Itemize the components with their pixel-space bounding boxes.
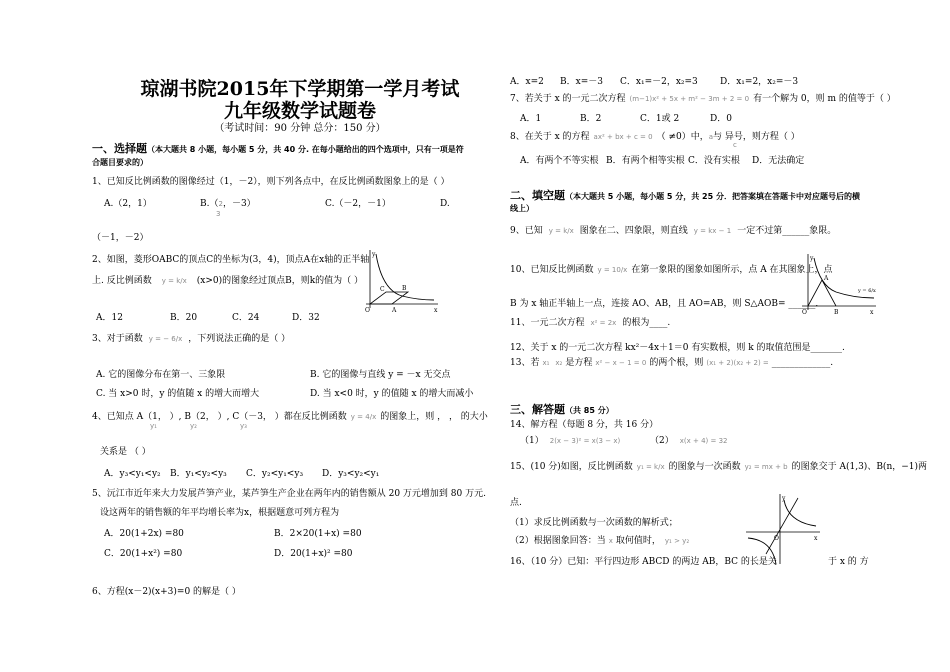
q7-option-a: A．1: [520, 114, 542, 124]
q5-text: 5、沅江市近年来大力发展芦笋产业，某芦笋生产企业在两年内的销售额从 20 万元增加到 80 万元.: [92, 489, 486, 499]
label-O: O: [774, 535, 779, 542]
q9-text: 9、已知 y = k/x 图象在二、四象限，则直线 y = kx − 1 一定不过第______象限。: [510, 226, 837, 236]
q9-equation-2: y = kx − 1: [693, 227, 732, 235]
q8-a-symbol: a: [708, 133, 714, 141]
q1-frac-den: 3: [216, 210, 221, 218]
q8-option-d: D．无法确定: [752, 156, 805, 166]
q2-option-b: B．20: [170, 313, 198, 323]
label-x: x: [870, 309, 874, 316]
q14-part-1: （1） 2(x − 3)² = x(3 − x): [520, 436, 621, 446]
q12-text: 12、关于 x 的一元二次方程 kx²－4x＋1＝0 有实数根，则 k 的取值范围是_______.: [510, 343, 845, 353]
q5-option-a: A．20(1+2x) =80: [104, 529, 184, 539]
label-y: y: [810, 255, 814, 262]
label-O: O: [365, 307, 370, 314]
q4-y1: y₁: [150, 422, 157, 430]
q7-option-d: D．0: [710, 114, 732, 124]
q2-option-d: D．32: [292, 313, 320, 323]
exam-info: （考试时间：90 分钟 总分：150 分）: [214, 123, 386, 134]
q16-text-tail: 于 x 的 方: [828, 557, 869, 567]
section-1-note: （本大题共 8 小题，每小题 5 分，共 40 分. 在每小题给出的四个选项中，只有一项是符: [147, 145, 464, 154]
q10-figure-hyperbola: [796, 252, 880, 316]
q15-inequality: y₁ > y₂: [664, 537, 690, 545]
q8-option-c: C．没有实根: [688, 156, 740, 166]
q13-text: 13、若 x₁ x₂ 是方程 x² − x − 1 = 0 的两个根，则 (x₁ + 2)(x₂ + 2) = _____________.: [510, 358, 834, 368]
q4-option-d: D．y₃<y₂<y₁: [322, 469, 380, 479]
q6-text: 6、方程(x－2)(x+3)=0 的解是（ ）: [92, 587, 241, 597]
q2-figure-rhombus: [362, 246, 440, 314]
q11-equation: x² = 2x: [590, 319, 617, 327]
section-2-note: （本大题共 5 小题，每小题 5 分，共 25 分．把答案填在答题卡中对应题号后的横: [565, 192, 860, 201]
exam-subtitle: 九年级数学试题卷: [223, 100, 376, 122]
q14-text: 14、解方程（每题 8 分，共 16 分）: [510, 420, 659, 430]
q8-c-symbol: c: [733, 141, 737, 149]
q5-option-b: B．2×20(1+x) =80: [274, 529, 362, 539]
q5-option-c: C．20(1+x²) =80: [104, 549, 183, 559]
q7-option-b: B．2: [580, 114, 602, 124]
q15-text: 15、(10 分)如图，反比例函数 y₁ = k/x 的图象与一次函数 y₂ = mx + b 的图象交于 A(1,3)、B(n，−1)两: [510, 462, 928, 472]
q15-text-2: 点.: [510, 498, 522, 508]
section-3-note: （共 85 分）: [565, 406, 614, 415]
q11-text: 11、一元二次方程 x² = 2x 的根为____.: [510, 318, 671, 328]
q8-equation: ax² + bx + c = 0: [593, 133, 653, 141]
label-A: A: [824, 275, 829, 282]
q8-option-b: B．有两个相等实根: [606, 156, 685, 166]
q15-equation: y₁ = k/x: [636, 463, 665, 471]
q6-option-d: D．x₁=2，x₂=－3: [720, 77, 799, 87]
q7-text: 7、若关于 x 的一元二次方程 (m−1)x² + 5x + m² − 3m + 2 = 0 有一个解为 0，则 m 的值等于（ ）: [510, 94, 896, 104]
q15-sub-2: （2）根据图象回答：当 x 取何值时， y₁ > y₂: [510, 536, 690, 546]
rhombus-shape: [370, 292, 408, 304]
label-y: y: [372, 251, 376, 258]
q10-text: 10、已知反比例函数 y = 10/x 在第一象限的图象如图所示，点 A 在其图象上，点: [510, 265, 833, 275]
q4-option-c: C．y₂<y₁<y₃: [246, 469, 304, 479]
q10-equation: y = 10/x: [597, 266, 628, 274]
section-2-heading: [510, 184, 860, 203]
q1-option-d: D.: [440, 199, 450, 209]
q3-equation: y = − 6/x: [148, 335, 183, 343]
q15-var: x: [608, 537, 613, 545]
q3-option-a: A. 它的图像分布在第一、三象限: [96, 370, 226, 380]
section-3-heading: [510, 398, 614, 417]
label-C: C: [380, 286, 385, 293]
label-O: O: [802, 309, 807, 316]
q7-equation: (m−1)x² + 5x + m² − 3m + 2 = 0: [629, 95, 750, 103]
q2-text-2: 上. 反比例函数 y = k/x (x>0)的图象经过顶点B，则k的值为（ ）: [92, 276, 364, 286]
q2-option-a: A．12: [96, 313, 123, 323]
q6-option-a: A．x=2: [510, 77, 544, 87]
section-3-title: 三、解答题: [510, 403, 565, 416]
q2-equation: y = k/x: [161, 277, 187, 285]
linear-function-line: [766, 498, 798, 554]
q1-option-d-value: （－1，－2）: [92, 233, 149, 243]
label-x: x: [434, 307, 438, 314]
label-B: B: [834, 309, 839, 316]
q13-equation: x² − x − 1 = 0: [595, 359, 647, 367]
q5-option-d: D．20(1+x)² =80: [274, 549, 353, 559]
q6-option-b: B．x=－3: [560, 77, 603, 87]
exam-title: 琼湖书院2015年下学期第一学月考试: [140, 78, 460, 100]
label-x: x: [814, 535, 818, 542]
q2-text: 2、如图，菱形OABC的顶点C的坐标为(3，4)，顶点A在x轴的正半轴: [92, 255, 370, 265]
q3-text: 3、对于函数 y = − 6/x ，下列说法正确的是（ ）: [92, 334, 291, 344]
q16-text: 16、（10 分）已知：平行四边形 ABCD 的两边 AB，BC 的长是关: [510, 557, 777, 567]
q14-equation-1: 2(x − 3)² = x(3 − x): [549, 437, 621, 445]
triangle-AOB: [808, 280, 836, 306]
q5-text-2: 设这两年的销售额的年平均增长率为x，根据题意可列方程为: [100, 508, 340, 518]
q1-text: 1、已知反比例函数的图像经过（1，－2），则下列各点中，在反比例函数图象上的是（ ）: [92, 177, 450, 187]
q15-figure-intersection: [744, 492, 822, 566]
label-curve-eq: y = 6/x: [858, 288, 876, 294]
q8-option-a: A．有两个不等实根: [520, 156, 599, 166]
q1-option-c: C.（－2，－1）: [325, 199, 391, 209]
label-A: A: [392, 307, 397, 314]
section-2-note-2: 线上）: [510, 204, 534, 213]
section-2-title: 二、填空题: [510, 189, 565, 202]
q7-option-c: C．1或 2: [640, 114, 680, 124]
q3-option-b: B. 它的图像与直线 y = －x 无交点: [310, 370, 451, 380]
hyperbola-branch-1: [784, 500, 816, 526]
q4-equation: y = 4/x: [350, 413, 377, 421]
q9-equation: y = k/x: [548, 227, 574, 235]
q1-option-a: A.（2，1）: [104, 199, 152, 209]
label-y: y: [782, 495, 786, 502]
q10-text-2: B 为 x 轴正半轴上一点，连接 AO、AB，且 AO=AB，则 S△AOB= ______．: [510, 299, 825, 309]
q4-text-3: 关系是 （ ）: [100, 447, 151, 457]
section-1-note-2: 合题目要求的）: [92, 158, 148, 167]
q1-frac-num: 2: [218, 200, 223, 208]
q13-x1: x₁: [542, 359, 550, 367]
q15-equation-2: y₂ = mx + b: [744, 463, 788, 471]
q13-x2: x₂: [555, 359, 563, 367]
q4-option-b: B．y₁<y₂<y₃: [170, 469, 227, 479]
q8-text: 8、在关于 x 的方程 ax² + bx + c = 0 （ ≠0）中，a与 异号，则方程（ ）: [510, 132, 800, 142]
q4-y2: y₂: [190, 422, 197, 430]
q15-sub-1: （1）求反比例函数与一次函数的解析式；: [510, 518, 678, 528]
q2-option-c: C．24: [232, 313, 260, 323]
q4-option-a: A．y₃<y₁<y₂: [104, 469, 161, 479]
q13-equation-2: (x₁ + 2)(x₂ + 2) =: [706, 359, 769, 367]
q3-option-d: D. 当 x<0 时，y 的值随 x 的增大而减小: [310, 389, 474, 399]
q14-part-2: （2） x(x + 4) = 32: [650, 436, 728, 446]
q6-option-c: C．x₁=－2，x₂=3: [620, 77, 698, 87]
q14-equation-2: x(x + 4) = 32: [679, 437, 728, 445]
q3-option-c: C. 当 x>0 时，y 的值随 x 的增大而增大: [96, 389, 260, 399]
section-1-title: 一、选择题: [92, 142, 147, 155]
q4-y3: y₃: [240, 422, 247, 430]
section-1-heading: [92, 137, 464, 156]
label-B: B: [402, 285, 407, 292]
q1-option-b: B.（2，－3）: [200, 199, 256, 209]
q4-text: 4、已知点 A（1， ）, B（2， ）, C（－3， ）都在反比例函数 y = 4/x 的图象上，则 ， ， 的大小: [92, 412, 488, 422]
